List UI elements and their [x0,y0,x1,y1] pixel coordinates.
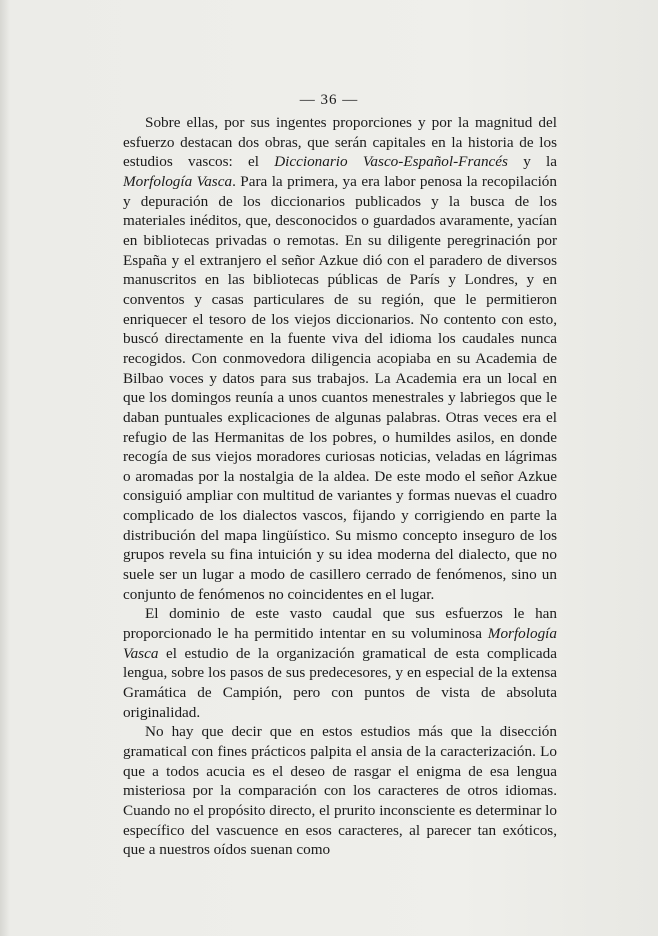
paragraph-2-text-2: el estudio de la organización gramatical de esta complicada lengua, sobre los pasos de sus predecesores, y en especial de la extensa Gramática de Campión, pero con puntos de vista de absoluta originalidad. [123,644,557,721]
paragraph-1-text-3: . Para la primera, ya era labor penosa la recopilación y depuración de los diccionarios publicados y la busca de los materiales inéditos, que, desconocidos o guardados avaramente, yacían en bibliotecas privadas o remotas. En su diligente peregrinación por España y el extranjero el señor Azkue dió con el paradero de diversos manuscritos en las bibliotecas públicas de París y Londres, y en conventos y casas particulares de su región, que le permitieron enriquecer el tesoro de los viejos diccionarios. No contento con esto, buscó directamente en la fuente viva del idioma los caudales nunca recogidos. Con conmovedora diligencia acopiaba en su Academia de Bilbao voces y datos para sus trabajos. La Academia era un local en que los domingos reunía a unos cuantos menestrales y labriegos que le daban puntuales explicaciones de algunas palabras. Otras veces era el refugio de las Hermanitas de los pobres, o humildes asilos, en donde recogía de sus viejos moradores curiosas noticias, veladas en lágrimas o aromadas por la nostalgia de la aldea. De este modo el señor Azkue consiguió ampliar con multitud de variantes y formas nuevas el cuadro complicado de los dialectos vascos, fijando y corrigiendo en parte la distribución del mapa lingüístico. Su mismo concepto inseguro de los grupos revela su fina intuición y su idea moderna del dialecto, que no suele ser un lugar a modo de casillero cerrado de fenómenos, sino un conjunto de fenómenos no coincidentes en el lugar. [123,172,557,603]
page-number: — 36 — [299,92,359,108]
body-text [123,113,557,860]
paragraph-1-text-2: y la [507,153,558,171]
dictionary-title: Diccionario Vasco-Español-Francés [274,153,508,171]
paragraph-3-text-1: No hay que decir que en estos estudios más que la disección gramatical con fines prácticos palpita el ansia de la caracterización. Lo que a todos acucia es el deseo de rasgar el enigma de esa lengua misteriosa por la comparación con los caracteres de otros idiomas. Cuando no el propósito directo, el prurito inconsciente es determinar lo específico del vascuence en esos caracteres, al parecer tan exóticos, que a nuestros oídos suenan como [123,723,557,859]
paragraph-1-text-1: Sobre ellas, por sus ingentes proporciones y por la magnitud del esfuerzo destacan dos obras, que serán capitales en la historia de los estudios vascos: el [123,114,557,171]
paragraph-2-text-1: El dominio de este vasto caudal que sus esfuerzos le han proporcionado le ha permitido intentar en su voluminosa [123,605,557,643]
paragraph-2 [123,604,557,722]
morphology-title: Morfología Vasca [123,172,233,190]
paragraph-3 [123,722,557,860]
morphology-title-2: Morfología Vasca [123,625,557,662]
paragraph-1 [123,113,557,604]
